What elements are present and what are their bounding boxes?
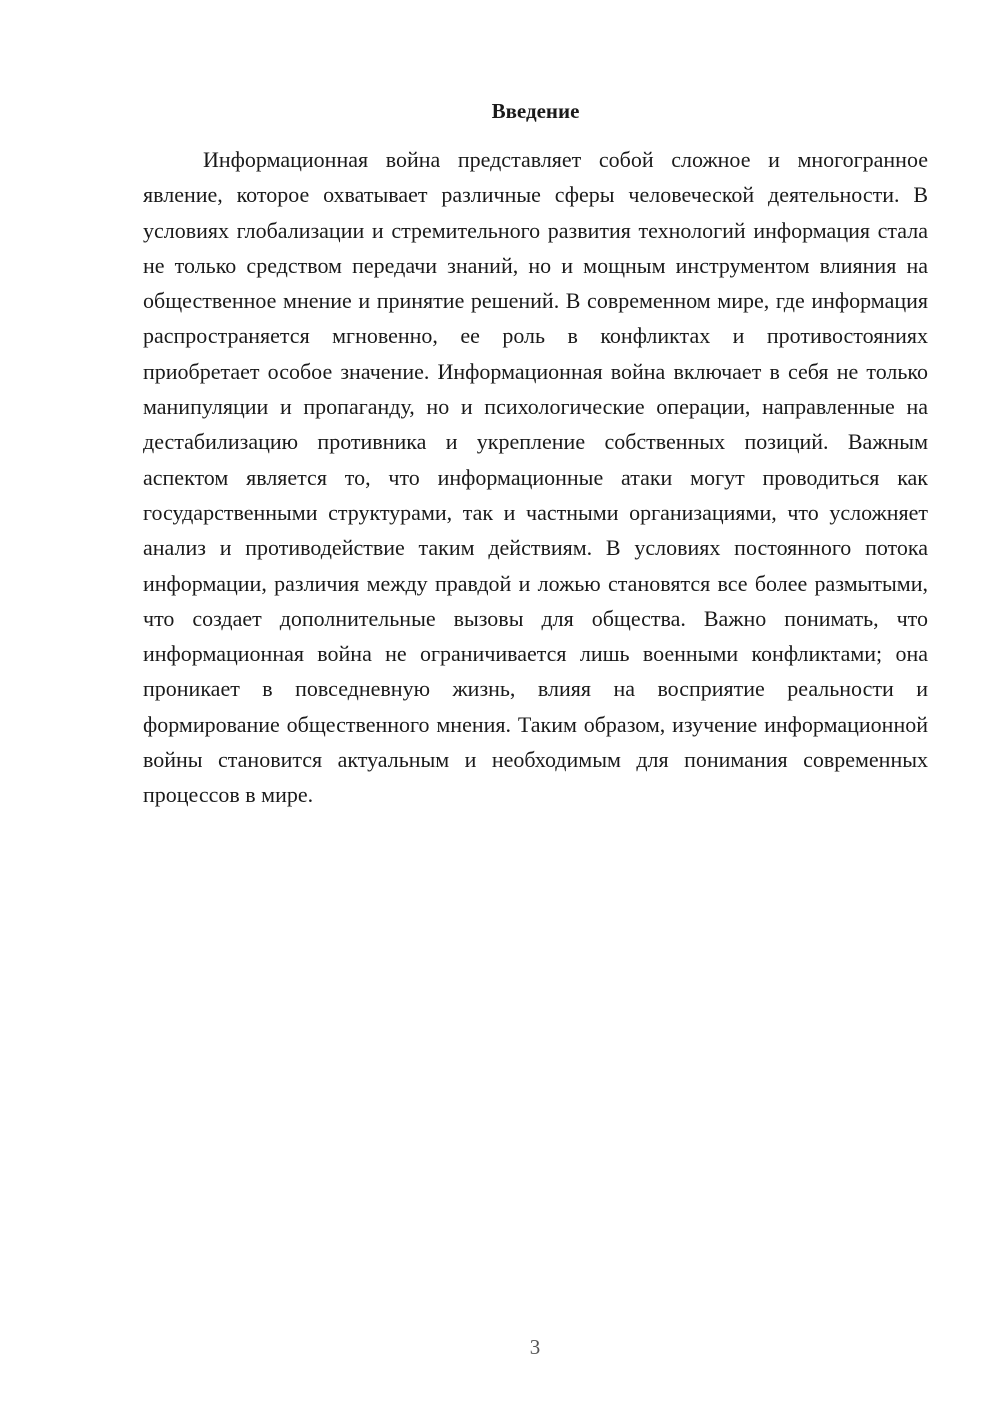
- page-number: 3: [529, 1335, 541, 1359]
- body-paragraph: Информационная война представляет собой сложное и многогранное явление, которое охватывает различные сферы человеческой деятельности. В условиях глобализации и стремительного развития технологий информация стала не только средством передачи знаний, но и мощным инструментом влияния на общественное мнение и принятие решений. В современном мире, где информация распространяется мгновенно, ее роль в конфликтах и противостояниях приобретает особое значение. Информационная война включает в себя не только манипуляции и пропаганду, но и психологические операции, направленные на дестабилизацию противника и укрепление собственных позиций. Важным аспектом является то, что информационные атаки могут проводиться как государственными структурами, так и частными организациями, что усложняет анализ и противодействие таким действиям. В условиях постоянного потока информации, различия между правдой и ложью становятся все более размытыми, что создает дополнительные вызовы для общества. Важно понимать, что информационная война не ограничивается лишь военными конфликтами; она проникает в повседневную жизнь, влияя на восприятие реальности и формирование общественного мнения. Таким образом, изучение информационной войны становится актуальным и необходимым для понимания современных процессов в мире.: [143, 147, 928, 808]
- section-heading: Введение: [491, 99, 580, 123]
